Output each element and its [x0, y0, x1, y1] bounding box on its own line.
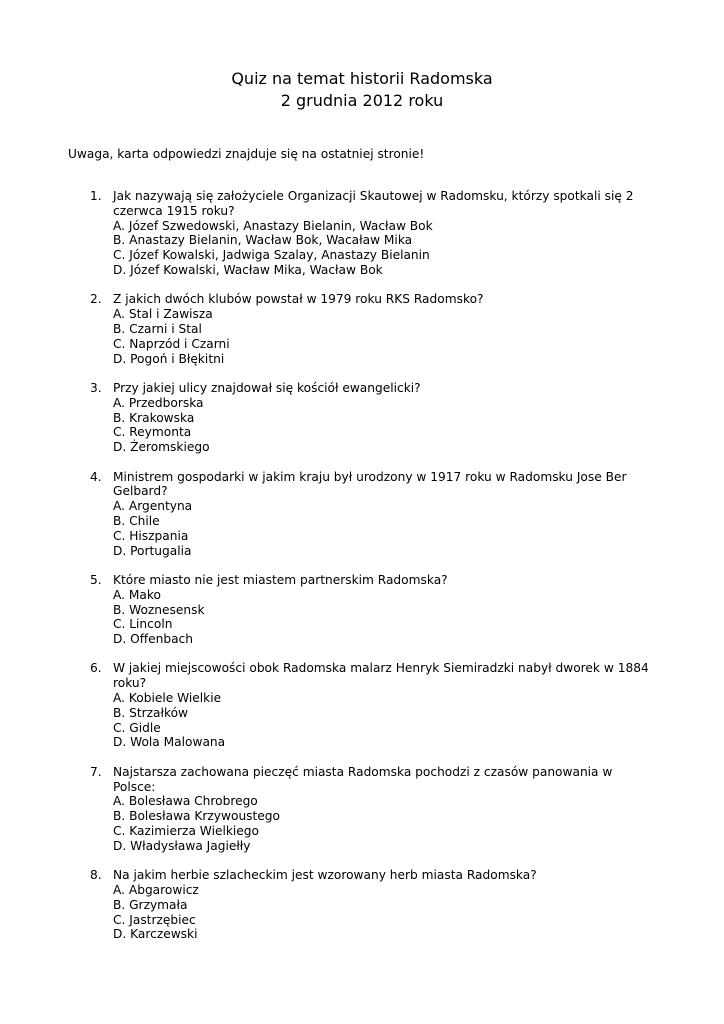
answer-option-d: D. Józef Kowalski, Wacław Mika, Wacław Bok — [113, 262, 383, 277]
question-1 — [0, 189, 658, 278]
question-8 — [0, 868, 658, 942]
answer-option-c: C. Jastrzębiec — [113, 912, 196, 927]
answer-options — [113, 499, 658, 558]
answer-sheet-notice: Uwaga, karta odpowiedzi znajduje się na ostatniej stronie! — [68, 147, 425, 161]
answer-option-c: C. Kazimierza Wielkiego — [113, 824, 259, 839]
answer-option-b: B. Anastazy Bielanin, Wacław Bok, Wacaław Mika — [113, 233, 413, 248]
document-title: Quiz na temat historii Radomska — [231, 69, 493, 88]
question-number: 7. — [90, 764, 102, 779]
question-text: Na jakim herbie szlacheckim jest wzorowany herb miasta Radomska? — [113, 868, 537, 883]
answer-option-d: D. Władysława Jagiełły — [113, 838, 251, 853]
answer-option-b: B. Bolesława Krzywoustego — [113, 809, 280, 824]
answer-option-b: B. Grzymała — [113, 897, 188, 912]
question-text: Jak nazywają się założyciele Organizacji Skautowej w Radomsku, którzy spotkali się 2 czerwca 1915 roku? — [113, 189, 634, 218]
question-text: Przy jakiej ulicy znajdował się kościół ewangelicki? — [113, 380, 421, 395]
answer-option-c: C. Reymonta — [113, 425, 192, 440]
question-5 — [0, 573, 658, 647]
answer-option-d: D. Wola Malowana — [113, 735, 226, 750]
answer-option-d: D. Portugalia — [113, 543, 192, 558]
question-number: 1. — [90, 189, 102, 203]
question-number: 3. — [90, 380, 102, 395]
answer-options — [113, 883, 658, 942]
answer-options — [113, 307, 658, 366]
question-text: W jakiej miejscowości obok Radomska malarz Henryk Siemiradzki nabył dworek w 1884 roku? — [113, 661, 649, 691]
answer-option-c: C. Hiszpania — [113, 528, 189, 543]
answer-option-b: B. Woznesensk — [113, 602, 205, 617]
answer-option-c: C. Naprzód i Czarni — [113, 336, 230, 351]
answer-option-a: A. Kobiele Wielkie — [113, 691, 222, 706]
answer-option-c: C. Józef Kowalski, Jadwiga Szalay, Anastazy Bielanin — [113, 248, 430, 263]
document-date: 2 grudnia 2012 roku — [280, 91, 444, 110]
answer-options — [113, 219, 658, 278]
answer-option-a: A. Józef Szwedowski, Anastazy Bielanin, Wacław Bok — [113, 218, 433, 233]
answer-option-a: A. Mako — [113, 587, 161, 602]
answer-options — [113, 794, 658, 853]
question-list — [0, 189, 724, 957]
question-4 — [0, 470, 658, 559]
answer-option-d: D. Żeromskiego — [113, 440, 210, 455]
question-text: Ministrem gospodarki w jakim kraju był urodzony w 1917 roku w Radomsku Jose Ber Gelbard? — [113, 469, 627, 499]
answer-option-a: A. Bolesława Chrobrego — [113, 794, 258, 809]
answer-options — [113, 396, 658, 455]
answer-option-c: C. Gidle — [113, 720, 161, 735]
answer-option-c: C. Lincoln — [113, 617, 173, 632]
answer-option-b: B. Chile — [113, 513, 160, 528]
answer-option-d: D. Pogoń i Błękitni — [113, 351, 225, 366]
question-number: 4. — [90, 469, 102, 484]
answer-option-a: A. Stal i Zawisza — [113, 307, 213, 322]
answer-option-b: B. Strzałków — [113, 705, 189, 720]
question-2 — [0, 292, 658, 366]
question-number: 2. — [90, 292, 102, 307]
question-number: 8. — [90, 868, 102, 883]
answer-option-a: A. Przedborska — [113, 395, 204, 410]
question-number: 5. — [90, 572, 102, 587]
answer-options — [113, 691, 658, 750]
answer-option-b: B. Czarni i Stal — [113, 321, 202, 336]
question-7 — [0, 765, 658, 854]
question-number: 6. — [90, 661, 102, 676]
answer-option-d: D. Karczewski — [113, 927, 198, 942]
question-6 — [0, 661, 658, 750]
answer-option-d: D. Offenbach — [113, 632, 193, 647]
answer-option-a: A. Argentyna — [113, 499, 193, 514]
answer-options — [113, 588, 658, 647]
answer-option-b: B. Krakowska — [113, 410, 195, 425]
question-text: Które miasto nie jest miastem partnerskim Radomska? — [113, 572, 448, 587]
title-block — [0, 68, 724, 112]
question-3 — [0, 381, 658, 455]
question-text: Z jakich dwóch klubów powstał w 1979 roku RKS Radomsko? — [113, 292, 484, 307]
question-text: Najstarsza zachowana pieczęć miasta Radomska pochodzi z czasów panowania w Polsce: — [113, 764, 613, 794]
answer-option-a: A. Abgarowicz — [113, 883, 199, 898]
